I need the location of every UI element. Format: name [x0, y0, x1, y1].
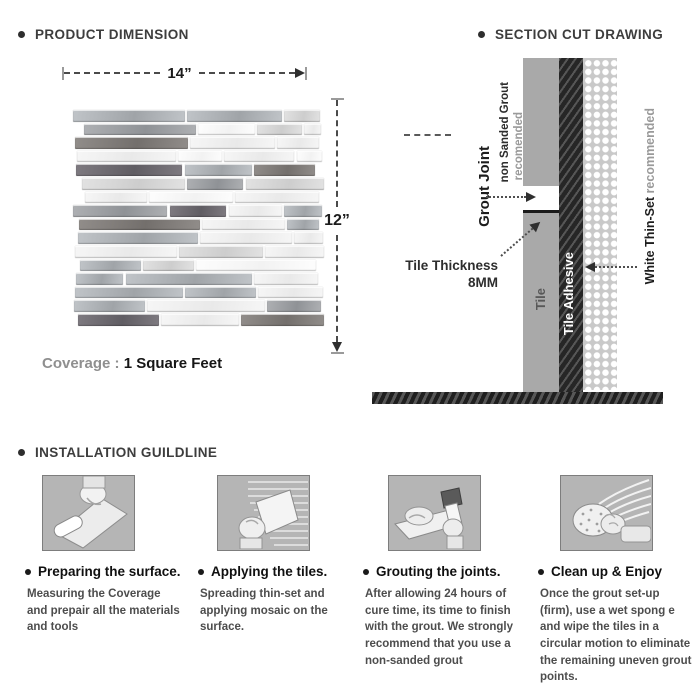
mosaic-tile-strip	[196, 260, 316, 272]
mosaic-tile-strip	[185, 287, 256, 299]
step-title: Clean up & Enjoy	[551, 564, 663, 579]
tile-thickness-value: 8MM	[468, 274, 498, 290]
mosaic-tile-strip	[287, 219, 319, 231]
tile-layer-label: Tile	[533, 288, 548, 311]
thinset-arrow	[585, 262, 637, 272]
grouting-joints-illustration	[388, 475, 481, 551]
coverage-note	[42, 355, 222, 372]
coverage-value: 1 Square Feet	[123, 355, 223, 372]
bullet-icon	[18, 31, 25, 38]
height-dimension-line	[322, 98, 352, 354]
install-step-applying	[198, 475, 348, 636]
tile-adhesive-layer	[559, 58, 583, 392]
width-value: 14”	[167, 64, 192, 82]
mosaic-tile-strip	[202, 219, 285, 231]
step-title: Preparing the surface.	[38, 564, 181, 579]
grout-joint-sublabel: non Sanded Grout	[499, 82, 511, 183]
bullet-icon	[538, 569, 544, 575]
mosaic-tile-strip	[187, 178, 243, 190]
cleanup-illustration	[560, 475, 653, 551]
reference-dash-line	[404, 134, 451, 136]
preparing-surface-illustration	[42, 475, 135, 551]
mosaic-tile-strip	[80, 260, 140, 272]
mosaic-tile-strip	[84, 124, 196, 136]
surface-roller-icon	[43, 476, 133, 549]
step-title-row	[198, 564, 348, 579]
trowel-icon	[218, 476, 308, 549]
mosaic-tile-strip	[178, 151, 222, 163]
arrow-right-icon	[526, 192, 536, 202]
mosaic-tile-strip	[78, 232, 198, 244]
installation-heading	[18, 445, 217, 460]
mosaic-tile-strip	[82, 178, 185, 190]
mosaic-tile-strip	[85, 192, 147, 204]
mosaic-tile-strip	[147, 300, 265, 312]
mosaic-tile-strip	[161, 314, 238, 326]
section-cut-heading	[478, 27, 663, 42]
tile-cross-section-upper	[523, 58, 559, 186]
mosaic-tile-strip	[75, 287, 183, 299]
dashed-line	[336, 235, 338, 342]
width-dimension-line	[62, 64, 307, 82]
step-title: Applying the tiles.	[211, 564, 328, 579]
mosaic-tile-strip	[235, 192, 319, 204]
mosaic-tile-strip	[294, 232, 323, 244]
arrow-right-icon	[295, 68, 305, 78]
mosaic-tile-strip	[170, 205, 227, 217]
step-title: Grouting the joints.	[376, 564, 501, 579]
mosaic-tile-strip	[190, 137, 275, 149]
bullet-icon	[25, 569, 31, 575]
arrow-left-icon	[585, 262, 595, 272]
mosaic-tile-strip	[73, 205, 167, 217]
step-title-row	[538, 564, 692, 579]
section-title: PRODUCT DIMENSION	[35, 27, 189, 42]
dashed-line	[336, 100, 338, 207]
step-description: Once the grout set-up (firm), use a wet spong e and wipe the tiles in a circular motion to eliminate the remaining uneven grout points.	[540, 588, 692, 684]
mosaic-tile-sheet-image	[72, 110, 324, 328]
mosaic-tile-strip	[257, 124, 302, 136]
mosaic-tile-strip	[246, 178, 324, 190]
step-title-row	[363, 564, 527, 579]
grout-float-icon	[389, 476, 479, 549]
substrate-wall-bar	[372, 392, 663, 404]
thinset-layer	[583, 58, 617, 390]
step-description: Spreading thin-set and applying mosaic on the surface.	[200, 588, 328, 634]
mosaic-tile-strip	[78, 314, 159, 326]
mosaic-tile-strip	[267, 300, 321, 312]
mosaic-tile-strip	[126, 273, 252, 285]
bullet-icon	[18, 449, 25, 456]
dotted-line	[486, 196, 526, 198]
install-step-grouting	[363, 475, 527, 669]
mosaic-tile-strip	[77, 151, 176, 163]
step-title-row	[25, 564, 183, 579]
grout-joint-arrow	[486, 192, 536, 202]
mosaic-tile-strip	[200, 232, 292, 244]
mosaic-tile-strip	[75, 246, 177, 258]
mosaic-tile-strip	[297, 151, 322, 163]
grout-joint-label: Grout Joint	[476, 146, 493, 227]
dashed-line	[64, 72, 160, 74]
mosaic-tile-strip	[187, 110, 281, 122]
height-value: 12”	[324, 212, 350, 229]
dimension-tick	[331, 352, 344, 354]
arrow-down-icon	[332, 342, 342, 352]
dotted-line	[595, 266, 637, 268]
mosaic-tile-strip	[254, 164, 315, 176]
step-description: Measuring the Coverage and prepair all the materials and tools	[27, 588, 180, 634]
tile-adhesive-layer-label: Tile Adhesive	[561, 252, 576, 336]
step-description: After allowing 24 hours of cure time, its time to finish with the grout. We strongly recommend that you use a non-sanded grout	[365, 588, 514, 667]
mosaic-tile-strip	[179, 246, 263, 258]
mosaic-tile-strip	[76, 273, 124, 285]
thinset-label	[643, 108, 657, 284]
bullet-icon	[198, 569, 204, 575]
mosaic-tile-strip	[258, 287, 323, 299]
mosaic-tile-strip	[229, 205, 282, 217]
mosaic-tile-strip	[304, 124, 320, 136]
mosaic-tile-strip	[254, 273, 318, 285]
mosaic-tile-strip	[198, 124, 255, 136]
mosaic-tile-strip	[149, 192, 233, 204]
mosaic-tile-strip	[79, 219, 200, 231]
mosaic-tile-strip	[76, 164, 182, 176]
product-dimension-heading	[18, 27, 189, 42]
section-title: INSTALLATION GUILDLINE	[35, 445, 218, 460]
mosaic-tile-strip	[224, 151, 294, 163]
mosaic-tile-strip	[277, 137, 319, 149]
mosaic-tile-strip	[241, 314, 324, 326]
dashed-line	[199, 72, 295, 74]
tile-thickness-text: Tile Thickness	[405, 258, 498, 273]
mosaic-tile-strip	[73, 110, 185, 122]
mosaic-tile-strip	[265, 246, 324, 258]
install-step-cleanup	[538, 475, 692, 686]
bullet-icon	[478, 31, 485, 38]
mosaic-tile-strip	[143, 260, 194, 272]
mosaic-tile-strip	[74, 300, 145, 312]
coverage-label: Coverage :	[42, 355, 120, 372]
mosaic-tile-strip	[75, 137, 188, 149]
section-title: SECTION CUT DRAWING	[495, 27, 664, 42]
thinset-label-bold: White Thin-Set	[643, 193, 657, 285]
sponge-spray-icon	[561, 476, 651, 549]
install-step-preparing	[25, 475, 183, 636]
tile-thickness-label	[386, 258, 498, 292]
bullet-icon	[363, 569, 369, 575]
mosaic-tile-strip	[185, 164, 253, 176]
mosaic-tile-strip	[284, 110, 320, 122]
applying-tiles-illustration	[217, 475, 310, 551]
thinset-label-note: recommended	[643, 108, 657, 194]
dimension-tick	[305, 67, 307, 80]
grout-joint-note: recomended	[513, 112, 525, 181]
mosaic-tile-strip	[284, 205, 322, 217]
